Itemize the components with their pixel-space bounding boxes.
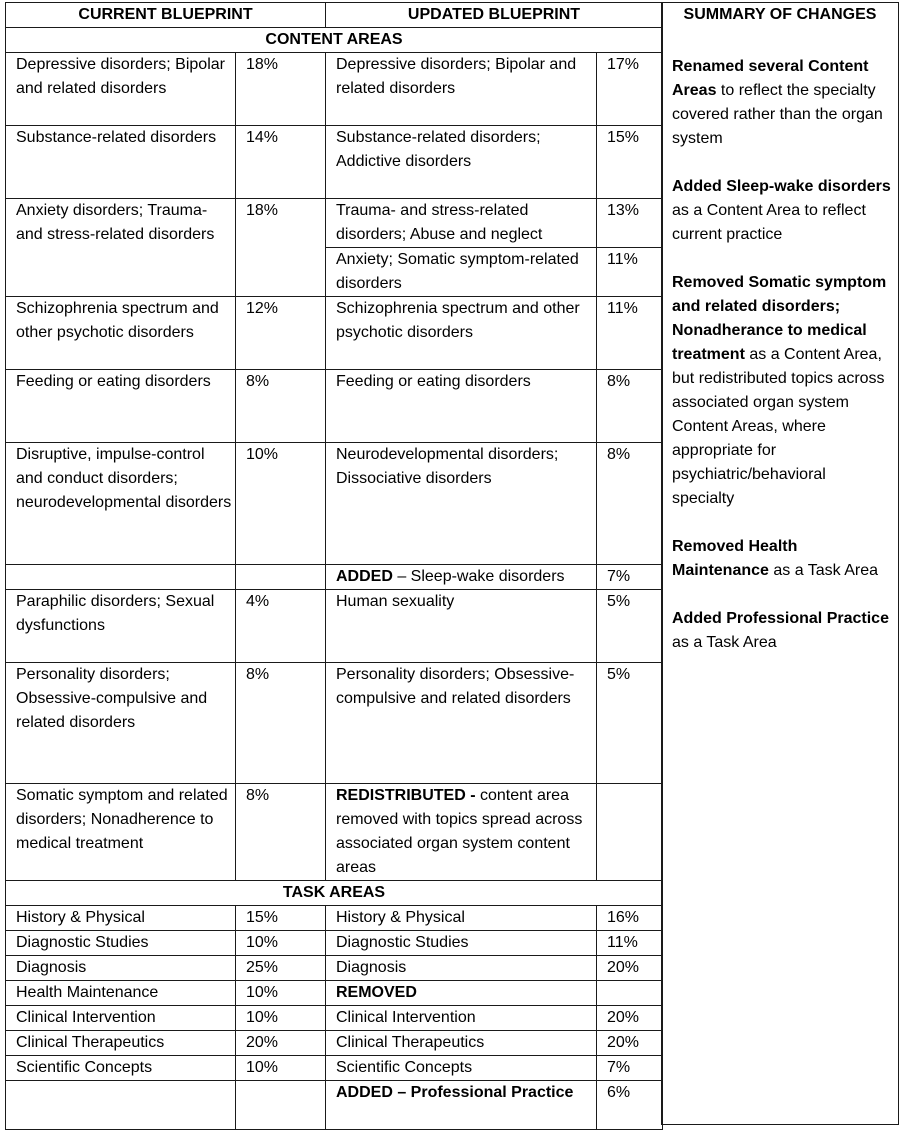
current-percent: 20% — [236, 1031, 326, 1056]
summary-item-text: as a Content Area, but redistributed topics across associated organ system Content Areas, where appropriate for psychiatric/behavioral specialty — [672, 346, 885, 507]
content-row — [6, 663, 663, 784]
current-percent: 8% — [236, 784, 326, 881]
updated-percent: 20% — [597, 1006, 663, 1031]
current-content-area: Anxiety disorders; Trauma- and stress-related disorders — [6, 199, 236, 297]
task-row — [6, 931, 663, 956]
content-row — [6, 590, 663, 663]
task-areas-heading: TASK AREAS — [6, 881, 663, 906]
updated-percent: 11% — [597, 248, 663, 297]
current-task-area: Clinical Intervention — [6, 1006, 236, 1031]
updated-content-area — [326, 784, 597, 881]
content-row — [6, 565, 663, 590]
updated-content-area: Feeding or eating disorders — [326, 370, 597, 443]
updated-blueprint-header: UPDATED BLUEPRINT — [326, 3, 663, 28]
updated-percent: 17% — [597, 53, 663, 126]
current-blueprint-header: CURRENT BLUEPRINT — [6, 3, 326, 28]
updated-percent-empty — [597, 784, 663, 881]
updated-percent-empty — [597, 981, 663, 1006]
current-percent: 8% — [236, 370, 326, 443]
redistributed-text: content area removed with topics spread across associated organ system content areas — [336, 787, 583, 876]
current-content-area: Disruptive, impulse-control and conduct disorders; neurodevelopmental disorders — [6, 443, 236, 565]
summary-item-bold: Added Professional Practice — [672, 610, 889, 627]
updated-content-area: Trauma- and stress-related disorders; Abuse and neglect — [326, 199, 597, 248]
current-percent: 10% — [236, 1056, 326, 1081]
current-task-area: Clinical Therapeutics — [6, 1031, 236, 1056]
updated-percent: 5% — [597, 590, 663, 663]
updated-task-area — [326, 981, 597, 1006]
updated-task-area — [326, 1081, 597, 1130]
redistributed-label: REDISTRIBUTED - — [336, 787, 476, 804]
updated-task-area: Diagnostic Studies — [326, 931, 597, 956]
current-percent-empty — [236, 1081, 326, 1130]
added-text: – Sleep-wake disorders — [392, 568, 565, 585]
current-content-area: Schizophrenia spectrum and other psychotic disorders — [6, 297, 236, 370]
current-content-area: Depressive disorders; Bipolar and related disorders — [6, 53, 236, 126]
current-content-area: Paraphilic disorders; Sexual dysfunctions — [6, 590, 236, 663]
current-task-area: Scientific Concepts — [6, 1056, 236, 1081]
current-content-area: Personality disorders; Obsessive-compulsive and related disorders — [6, 663, 236, 784]
task-row — [6, 1031, 663, 1056]
current-task-area: History & Physical — [6, 906, 236, 931]
summary-item-text: to reflect the specialty covered rather than the organ system — [672, 82, 883, 147]
current-task-area-empty — [6, 1081, 236, 1130]
task-row — [6, 1006, 663, 1031]
current-percent: 14% — [236, 126, 326, 199]
current-task-area: Diagnosis — [6, 956, 236, 981]
summary-item-bold: Removed Health Maintenance — [672, 538, 798, 579]
updated-task-area: Clinical Therapeutics — [326, 1031, 597, 1056]
added-label: ADDED — [336, 568, 393, 585]
updated-percent: 6% — [597, 1081, 663, 1130]
summary-item — [672, 535, 892, 583]
task-row — [6, 1081, 663, 1130]
updated-percent: 7% — [597, 565, 663, 590]
updated-content-area: Neurodevelopmental disorders; Dissociative disorders — [326, 443, 597, 565]
summary-header: SUMMARY OF CHANGES — [683, 6, 877, 23]
task-row — [6, 981, 663, 1006]
content-row — [6, 53, 663, 126]
updated-percent: 20% — [597, 1031, 663, 1056]
summary-item — [672, 55, 892, 151]
updated-percent: 7% — [597, 1056, 663, 1081]
updated-percent: 15% — [597, 126, 663, 199]
summary-item-bold: Removed Somatic symptom and related disorders; Nonadherance to medical treatment — [672, 274, 887, 363]
current-percent: 15% — [236, 906, 326, 931]
content-row — [6, 443, 663, 565]
blueprint-table — [5, 2, 663, 1130]
content-areas-heading: CONTENT AREAS — [6, 28, 663, 53]
current-content-area: Somatic symptom and related disorders; Nonadherence to medical treatment — [6, 784, 236, 881]
current-percent: 8% — [236, 663, 326, 784]
current-percent: 10% — [236, 1006, 326, 1031]
content-row — [6, 784, 663, 881]
summary-item-text: as a Content Area to reflect current practice — [672, 202, 866, 243]
current-percent: 12% — [236, 297, 326, 370]
summary-item — [672, 175, 892, 247]
summary-item-text: as a Task Area — [672, 634, 777, 651]
summary-item-text: as a Task Area — [768, 562, 879, 579]
updated-content-area: Anxiety; Somatic symptom-related disorders — [326, 248, 597, 297]
current-percent: 10% — [236, 443, 326, 565]
updated-task-area: Clinical Intervention — [326, 1006, 597, 1031]
updated-content-area — [326, 565, 597, 590]
current-percent: 10% — [236, 931, 326, 956]
content-row — [6, 199, 663, 248]
added-professional-practice: ADDED – Professional Practice — [336, 1084, 574, 1101]
updated-task-area: History & Physical — [326, 906, 597, 931]
updated-percent: 20% — [597, 956, 663, 981]
updated-percent: 5% — [597, 663, 663, 784]
current-content-area: Substance-related disorders — [6, 126, 236, 199]
content-row — [6, 370, 663, 443]
updated-percent: 13% — [597, 199, 663, 248]
summary-item-bold: Renamed several Content Areas — [672, 58, 869, 99]
summary-of-changes-column — [661, 2, 899, 1125]
updated-content-area: Personality disorders; Obsessive-compulsive and related disorders — [326, 663, 597, 784]
task-row — [6, 1056, 663, 1081]
updated-percent: 11% — [597, 931, 663, 956]
updated-content-area: Substance-related disorders; Addictive disorders — [326, 126, 597, 199]
summary-item-bold: Added Sleep-wake disorders — [672, 178, 891, 195]
current-content-area-empty — [6, 565, 236, 590]
current-task-area: Health Maintenance — [6, 981, 236, 1006]
current-percent-empty — [236, 565, 326, 590]
current-percent: 18% — [236, 199, 326, 297]
task-row — [6, 956, 663, 981]
updated-task-area: Diagnosis — [326, 956, 597, 981]
current-content-area: Feeding or eating disorders — [6, 370, 236, 443]
updated-percent: 8% — [597, 370, 663, 443]
updated-content-area: Human sexuality — [326, 590, 597, 663]
updated-percent: 8% — [597, 443, 663, 565]
updated-task-area: Scientific Concepts — [326, 1056, 597, 1081]
summary-item — [672, 271, 892, 511]
removed-label: REMOVED — [336, 984, 417, 1001]
current-percent: 25% — [236, 956, 326, 981]
task-row — [6, 906, 663, 931]
current-percent: 10% — [236, 981, 326, 1006]
current-task-area: Diagnostic Studies — [6, 931, 236, 956]
updated-percent: 16% — [597, 906, 663, 931]
content-row — [6, 126, 663, 199]
content-row — [6, 297, 663, 370]
current-percent: 18% — [236, 53, 326, 126]
updated-percent: 11% — [597, 297, 663, 370]
current-percent: 4% — [236, 590, 326, 663]
summary-item — [672, 607, 892, 655]
summary-body — [662, 27, 898, 655]
updated-content-area: Schizophrenia spectrum and other psychotic disorders — [326, 297, 597, 370]
updated-content-area: Depressive disorders; Bipolar and related disorders — [326, 53, 597, 126]
